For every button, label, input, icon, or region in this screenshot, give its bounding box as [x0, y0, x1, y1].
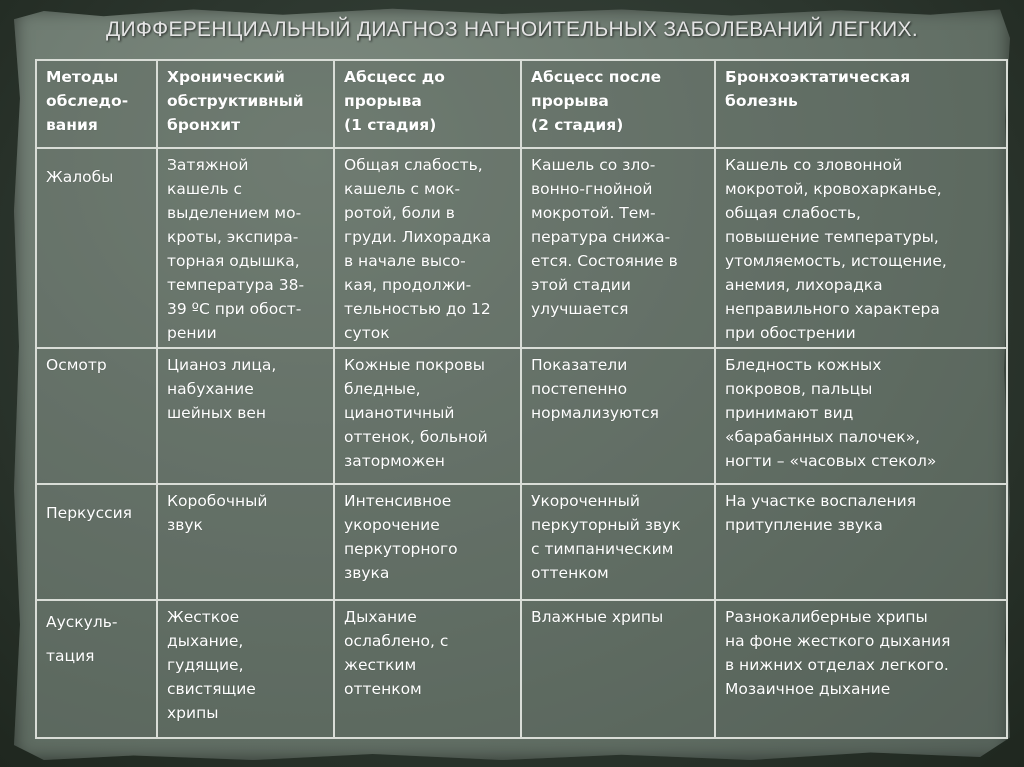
slide-title: ДИФФЕРЕНЦИАЛЬНЫЙ ДИАГНОЗ НАГНОИТЕЛЬНЫХ ЗАБОЛЕВАНИЙ ЛЕГКИХ.	[106, 18, 918, 41]
table-row	[36, 148, 1007, 348]
header-cell-chronic-bronchitis: Хронический обструктивный бронхит	[157, 60, 334, 148]
table-cell: Кожные покровы бледные, цианотичный оттенок, больной заторможен	[334, 348, 521, 484]
table-cell: Кашель со зло- вонно-гнойной мокротой. Тем- пература снижа- ется. Состояние в этой стадии улучшается	[521, 148, 715, 348]
table-cell: Показатели постепенно нормализуются	[521, 348, 715, 484]
table-row	[36, 484, 1007, 600]
header-cell-bronchiectasis: Бронхоэктатическая болезнь	[715, 60, 1007, 148]
table-cell: Влажные хрипы	[521, 600, 715, 738]
row-label-examination: Осмотр	[36, 348, 157, 484]
table-cell: Дыхание ослаблено, с жестким оттенком	[334, 600, 521, 738]
table-cell: Затяжной кашель с выделением мо- кроты, экспира- торная одышка, температура 38- 39 ºС при обост- рении	[157, 148, 334, 348]
row-label-complaints: Жалобы	[36, 148, 157, 348]
table-row	[36, 348, 1007, 484]
table-cell: Бледность кожных покровов, пальцы принимают вид «барабанных палочек», ногти – «часовых стекол»	[715, 348, 1007, 484]
row-label-percussion: Перкуссия	[36, 484, 157, 600]
header-cell-methods: Методы обследо- вания	[36, 60, 157, 148]
row-label-auscultation: Аускуль- тация	[36, 600, 157, 738]
table-cell: Укороченный перкуторный звук с тимпаническим оттенком	[521, 484, 715, 600]
header-cell-abscess-before: Абсцесс до прорыва (1 стадия)	[334, 60, 521, 148]
table-cell: Интенсивное укорочение перкуторного звука	[334, 484, 521, 600]
table-cell: Жесткое дыхание, гудящие, свистящие хрипы	[157, 600, 334, 738]
table-row	[36, 600, 1007, 738]
table-cell: Разнокалиберные хрипы на фоне жесткого дыхания в нижних отделах легкого. Мозаичное дыхание	[715, 600, 1007, 738]
table-header-row	[36, 60, 1007, 148]
table-cell: Кашель со зловонной мокротой, кровохарканье, общая слабость, повышение температуры, утомляемость, истощение, анемия, лихорадка неправильного характера при обострении	[715, 148, 1007, 348]
header-cell-abscess-after: Абсцесс после прорыва (2 стадия)	[521, 60, 715, 148]
table-cell: Коробочный звук	[157, 484, 334, 600]
differential-diagnosis-table	[35, 59, 1008, 739]
table-cell: На участке воспаления притупление звука	[715, 484, 1007, 600]
table-cell: Общая слабость, кашель с мок- ротой, боли в груди. Лихорадка в начале высо- кая, продолжи- тельностью до 12 суток	[334, 148, 521, 348]
table-cell: Цианоз лица, набухание шейных вен	[157, 348, 334, 484]
